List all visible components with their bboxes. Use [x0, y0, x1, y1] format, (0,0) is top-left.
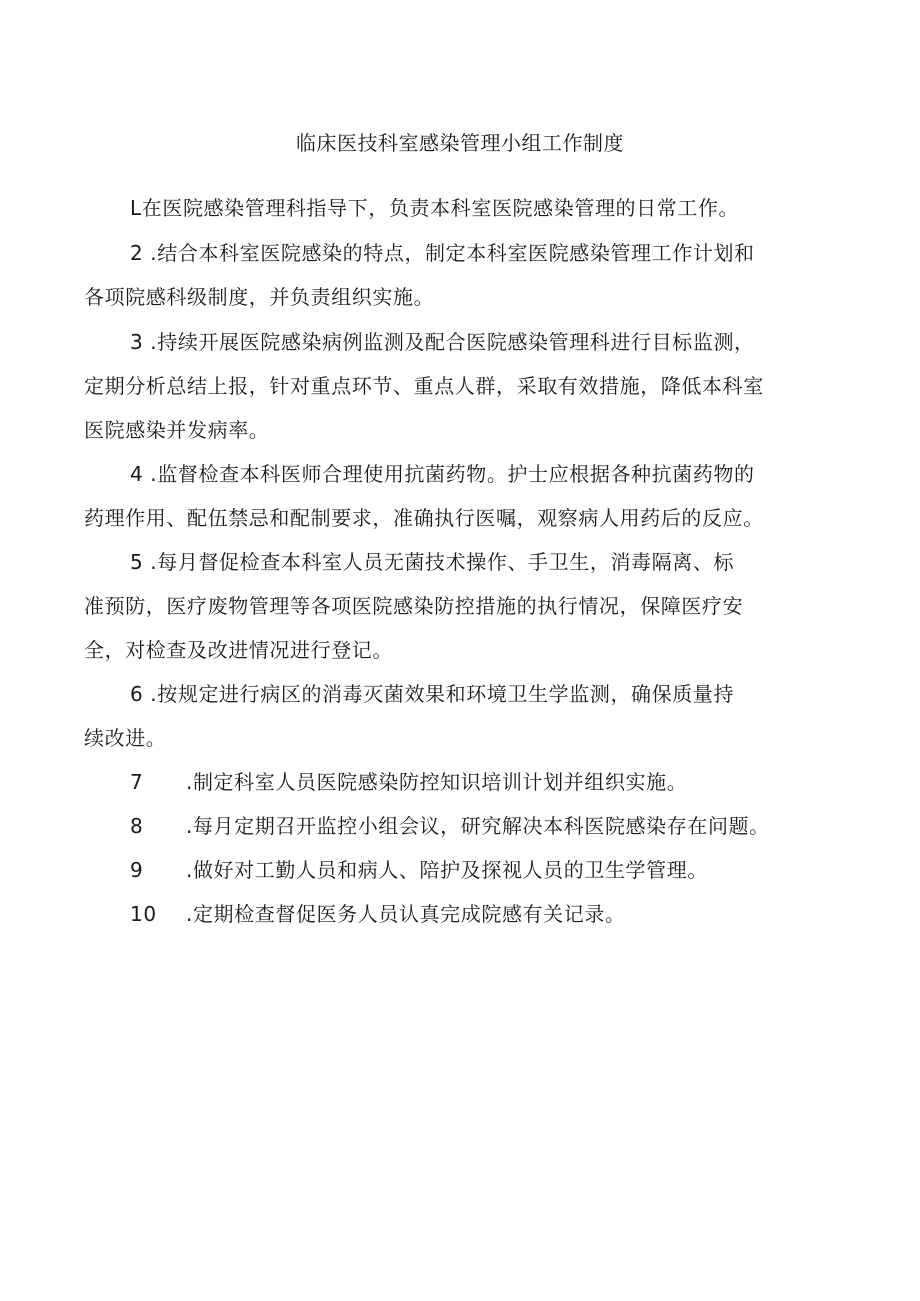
item-number: 9: [130, 858, 144, 882]
text-line: 全，对检查及改进情况进行登记。: [84, 638, 393, 662]
text-line: 3 .持续开展医院感染病例监测及配合医院感染管理科进行目标监测，: [130, 330, 755, 354]
text-line: L在医院感染管理科指导下，负责本科室医院感染管理的日常工作。: [130, 196, 740, 220]
numbered-item: [130, 811, 770, 841]
item-text: .每月定期召开监控小组会议，研究解决本科医院感染存在问题。: [186, 814, 770, 838]
text-line: 4 .监督检查本科医师合理使用抗菌药物。护士应根据各种抗菌药物的: [130, 462, 755, 486]
item-text: .做好对工勤人员和病人、陪护及探视人员的卫生学管理。: [186, 858, 708, 882]
text-line: 2 .结合本科室医院感染的特点，制定本科室医院感染管理工作计划和: [130, 241, 755, 265]
text-line: 准预防，医疗废物管理等各项医院感染防控措施的执行情况，保障医疗安: [84, 594, 744, 618]
item-number: 10: [130, 902, 157, 926]
text-line: 续改进。: [84, 726, 167, 750]
item-number: 7: [130, 770, 144, 794]
text-line: 5 .每月督促检查本科室人员无菌技术操作、手卫生，消毒隔离、标: [130, 550, 735, 574]
text-line: 各项院感科级制度，并负责组织实施。: [84, 285, 435, 309]
text-line: 定期分析总结上报，针对重点环节、重点人群，采取有效措施，降低本科室: [84, 374, 764, 398]
numbered-item: [130, 899, 626, 929]
text-line: 6 .按规定进行病区的消毒灭菌效果和环境卫生学监测，确保质量持: [130, 682, 735, 706]
text-line: 医院感染并发病率。: [84, 418, 270, 442]
item-text: .定期检查督促医务人员认真完成院感有关记录。: [186, 902, 626, 926]
item-number: 8: [130, 814, 144, 838]
numbered-item: [130, 855, 708, 885]
document-title: 临床医技科室感染管理小组工作制度: [296, 131, 624, 155]
text-line: 药理作用、配伍禁忌和配制要求，准确执行医嘱，观察病人用药后的反应。: [84, 506, 764, 530]
numbered-item: [130, 767, 687, 797]
item-text: .制定科室人员医院感染防控知识培训计划并组织实施。: [186, 770, 688, 794]
